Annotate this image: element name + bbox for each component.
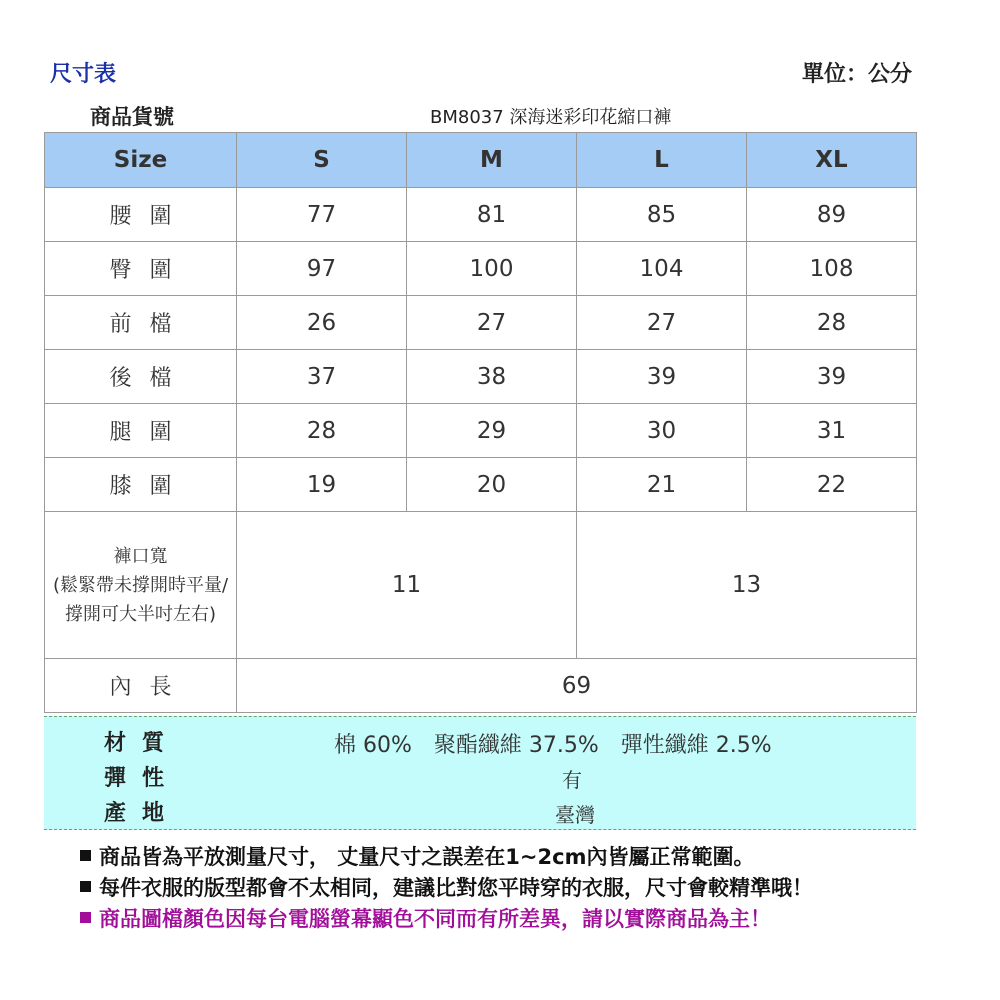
table-row — [45, 296, 917, 350]
table-cell: 81 — [407, 188, 577, 242]
hem-row — [45, 512, 917, 659]
note-item — [80, 872, 813, 902]
table-cell: 30 — [577, 404, 747, 458]
table-cell: 89 — [747, 188, 917, 242]
hem-label-text: 褲口寬 (鬆緊帶未撐開時平量/撐開可大半吋左右) — [52, 545, 229, 625]
table-cell: 39 — [747, 350, 917, 404]
size-m: M — [407, 133, 577, 188]
hem-value-s-m: 11 — [237, 512, 577, 659]
table-cell: 22 — [747, 458, 917, 512]
row-label: 腿圍 — [45, 404, 237, 458]
sku-label: 商品貨號 — [90, 105, 174, 129]
stretch-value: 有 — [562, 768, 582, 792]
table-cell: 97 — [237, 242, 407, 296]
table-cell: 39 — [577, 350, 747, 404]
fabric-value: 棉 60% 聚酯纖維 37.5% 彈性纖維 2.5% — [334, 733, 772, 758]
origin-value: 臺灣 — [555, 803, 595, 827]
origin-label: 產地 — [104, 801, 181, 826]
square-bullet-icon — [80, 881, 91, 892]
row-label: 膝圍 — [45, 458, 237, 512]
table-row — [45, 188, 917, 242]
row-label: 臀圍 — [45, 242, 237, 296]
table-cell: 19 — [237, 458, 407, 512]
table-row — [45, 242, 917, 296]
table-cell: 31 — [747, 404, 917, 458]
table-cell: 28 — [747, 296, 917, 350]
note-item — [80, 841, 754, 871]
stretch-label: 彈性 — [104, 766, 181, 791]
inseam-label: 內長 — [45, 659, 237, 713]
hem-label — [45, 512, 237, 659]
table-cell: 27 — [407, 296, 577, 350]
row-label: 腰圍 — [45, 188, 237, 242]
fabric-label: 材質 — [104, 731, 181, 756]
note-text: 商品圖檔顏色因每台電腦螢幕顯色不同而有所差異，請以實際商品為主！ — [99, 907, 771, 931]
unit-label: 單位：公分 — [801, 62, 912, 87]
square-bullet-icon — [80, 912, 91, 923]
inseam-value: 69 — [237, 659, 917, 713]
table-cell: 28 — [237, 404, 407, 458]
size-header-cell: Size — [45, 133, 237, 188]
table-row — [45, 350, 917, 404]
hem-value-l-xl: 13 — [577, 512, 917, 659]
size-s: S — [237, 133, 407, 188]
size-header-row — [45, 133, 917, 188]
size-xl: XL — [747, 133, 917, 188]
table-cell: 21 — [577, 458, 747, 512]
size-l: L — [577, 133, 747, 188]
row-label: 前檔 — [45, 296, 237, 350]
table-cell: 37 — [237, 350, 407, 404]
table-cell: 100 — [407, 242, 577, 296]
note-text: 每件衣服的版型都會不太相同，建議比對您平時穿的衣服，尺寸會較精準哦！ — [99, 876, 813, 900]
note-text: 商品皆為平放測量尺寸， 丈量尺寸之誤差在1~2cm內皆屬正常範圍。 — [99, 845, 755, 869]
table-cell: 77 — [237, 188, 407, 242]
table-cell: 108 — [747, 242, 917, 296]
note-item — [80, 903, 771, 933]
table-cell: 104 — [577, 242, 747, 296]
size-table — [44, 132, 917, 713]
inseam-row — [45, 659, 917, 713]
table-cell: 26 — [237, 296, 407, 350]
square-bullet-icon — [80, 850, 91, 861]
table-cell: 20 — [407, 458, 577, 512]
table-cell: 29 — [407, 404, 577, 458]
row-label: 後檔 — [45, 350, 237, 404]
table-cell: 85 — [577, 188, 747, 242]
table-cell: 38 — [407, 350, 577, 404]
sku-value: BM8037 深海迷彩印花縮口褲 — [430, 107, 672, 128]
page-title: 尺寸表 — [50, 62, 117, 87]
table-row — [45, 404, 917, 458]
table-row — [45, 458, 917, 512]
table-cell: 27 — [577, 296, 747, 350]
